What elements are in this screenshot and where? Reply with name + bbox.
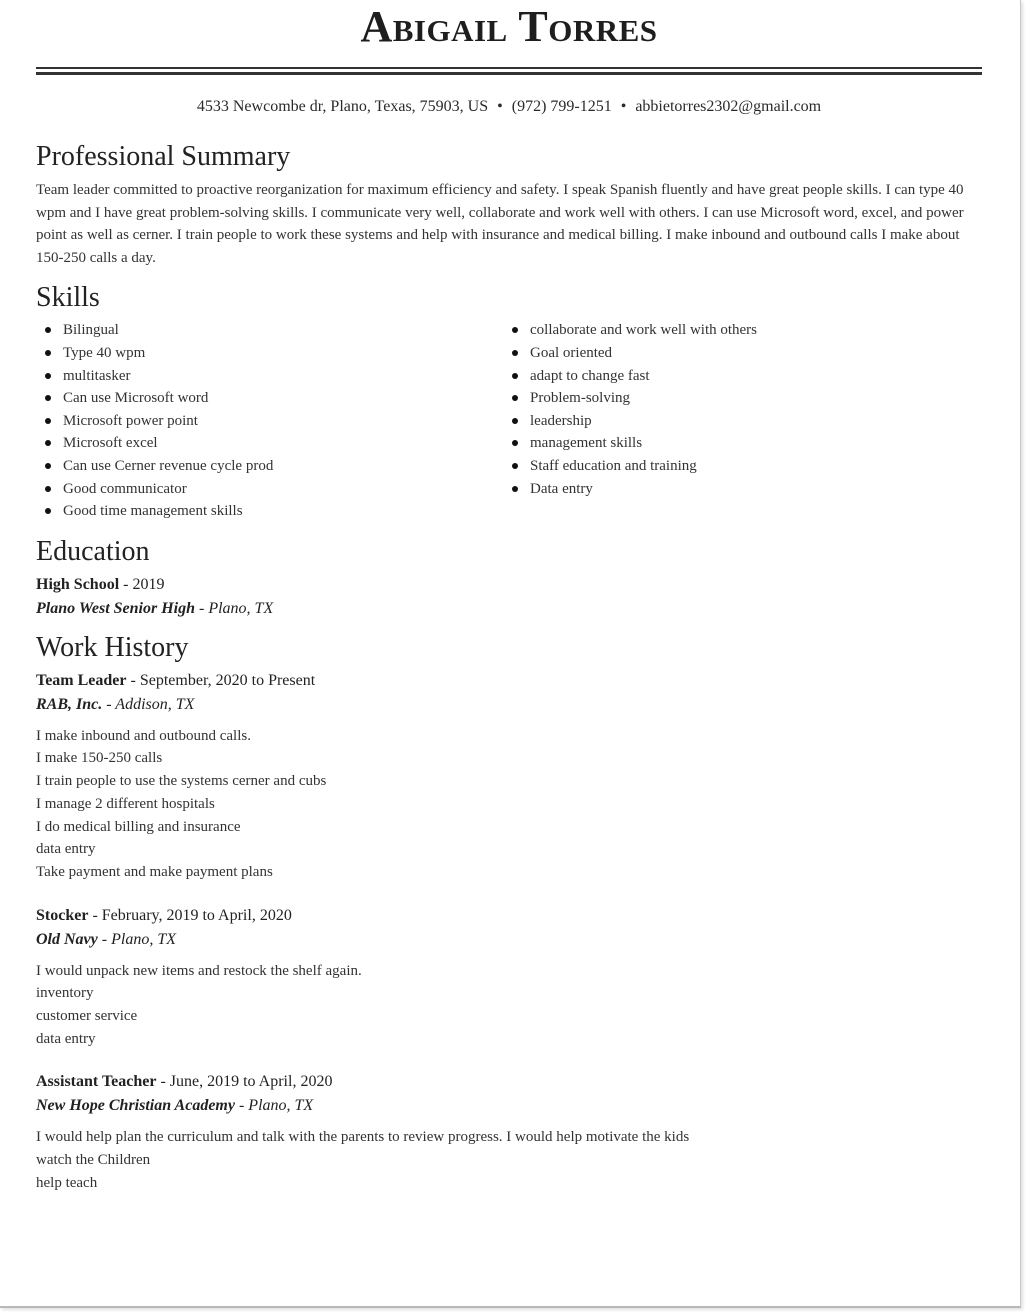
job-duty: I manage 2 different hospitals — [36, 795, 215, 812]
education-location: - Plano, TX — [195, 599, 274, 617]
job-duty: data entry — [36, 1030, 96, 1047]
job-entry — [36, 669, 982, 884]
job-company: RAB, Inc. — [36, 695, 103, 713]
summary-line: wpm and I have great problem-solving skills. I communicate very well, collaborate and work well with others. I can use Microsoft word, excel, and power point as well as cerner. I train people to work these systems and help with insurance and medical billing. I make inbound and outbound calls I make about 150-250 calls a day. — [36, 204, 964, 266]
job-duties — [36, 725, 982, 884]
contact-email: abbietorres2302@gmail.com — [635, 98, 822, 115]
education-entry — [36, 573, 982, 621]
skill-item: Problem-solving — [503, 387, 970, 410]
education-school-line — [36, 597, 982, 621]
candidate-name: Abigail Torres — [360, 2, 658, 51]
job-duties — [36, 960, 982, 1051]
contact-separator: • — [620, 98, 627, 115]
job-company: New Hope Christian Academy — [36, 1097, 235, 1115]
job-duty: customer service — [36, 1008, 138, 1025]
job-title: Assistant Teacher — [36, 1073, 157, 1091]
education-degree: High School — [36, 575, 120, 593]
summary-line: Team leader committed to proactive reorganization for maximum efficiency and safety. I speak Spanish fluently and have great people skills. I can type 40 — [36, 182, 964, 198]
skill-item: Can use Cerner revenue cycle prod — [36, 455, 503, 478]
job-duty: I would help plan the curriculum and talk with the parents to review progress. I would help motivate the kids — [36, 1129, 690, 1146]
job-duty: I train people to use the systems cerner and cubs — [36, 773, 327, 790]
job-company-line — [36, 1094, 982, 1118]
skill-item: Microsoft excel — [36, 432, 503, 455]
job-duty: I make inbound and outbound calls. — [36, 727, 251, 744]
skill-item: multitasker — [36, 365, 503, 388]
job-duty: data entry — [36, 841, 96, 858]
job-dates: - September, 2020 to Present — [126, 671, 316, 689]
skill-item: collaborate and work well with others — [503, 319, 970, 342]
skill-item: adapt to change fast — [503, 365, 970, 388]
skill-item: management skills — [503, 432, 970, 455]
education-degree-line — [36, 573, 982, 597]
skill-item: Good communicator — [36, 478, 503, 501]
work-history-heading: Work History — [36, 631, 189, 663]
skill-item: Bilingual — [36, 319, 503, 342]
skill-item: leadership — [503, 410, 970, 433]
skills-list — [36, 319, 982, 522]
job-duty: I make 150-250 calls — [36, 750, 163, 767]
skills-column-left — [36, 319, 503, 522]
skills-column-right — [503, 319, 970, 522]
header-rule-thick — [36, 72, 982, 75]
job-duties — [36, 1126, 982, 1194]
job-location: - Plano, TX — [234, 1097, 314, 1115]
job-entry — [36, 904, 982, 1051]
summary-text — [36, 179, 982, 269]
job-title-line — [36, 1070, 982, 1094]
job-duty: help teach — [36, 1174, 98, 1191]
education-school: Plano West Senior High — [36, 599, 195, 617]
job-duty: inventory — [36, 985, 94, 1002]
skill-item: Staff education and training — [503, 455, 970, 478]
header-rule-thin — [36, 67, 982, 69]
job-title: Stocker — [36, 906, 89, 924]
skill-item: Can use Microsoft word — [36, 387, 503, 410]
skill-item: Goal oriented — [503, 342, 970, 365]
skill-item: Type 40 wpm — [36, 342, 503, 365]
job-duty: watch the Children — [36, 1152, 151, 1169]
resume-content — [36, 0, 982, 1195]
job-company-line — [36, 928, 982, 952]
job-duty: Take payment and make payment plans — [36, 863, 273, 880]
skill-item: Data entry — [503, 478, 970, 501]
job-dates: - June, 2019 to April, 2020 — [156, 1073, 333, 1091]
job-duty: I do medical billing and insurance — [36, 818, 241, 835]
contact-phone: (972) 799-1251 — [511, 98, 612, 115]
job-entry — [36, 1070, 982, 1194]
job-title: Team Leader — [36, 671, 127, 689]
education-heading: Education — [36, 535, 150, 567]
job-company: Old Navy — [36, 930, 98, 948]
job-title-line — [36, 669, 982, 693]
education-date: - 2019 — [119, 575, 165, 593]
job-title-line — [36, 904, 982, 928]
job-dates: - February, 2019 to April, 2020 — [88, 906, 292, 924]
job-location: - Addison, TX — [102, 695, 195, 713]
contact-line — [36, 97, 982, 117]
job-location: - Plano, TX — [97, 930, 176, 948]
skill-item: Microsoft power point — [36, 410, 503, 433]
skills-heading: Skills — [36, 282, 100, 314]
job-duty: I would unpack new items and restock the shelf again. — [36, 962, 362, 979]
job-company-line — [36, 693, 982, 717]
contact-separator: • — [497, 98, 503, 115]
skill-item: Good time management skills — [36, 500, 503, 523]
summary-heading: Professional Summary — [36, 141, 291, 172]
contact-address: 4533 Newcombe dr, Plano, Texas, 75903, US — [196, 98, 489, 115]
